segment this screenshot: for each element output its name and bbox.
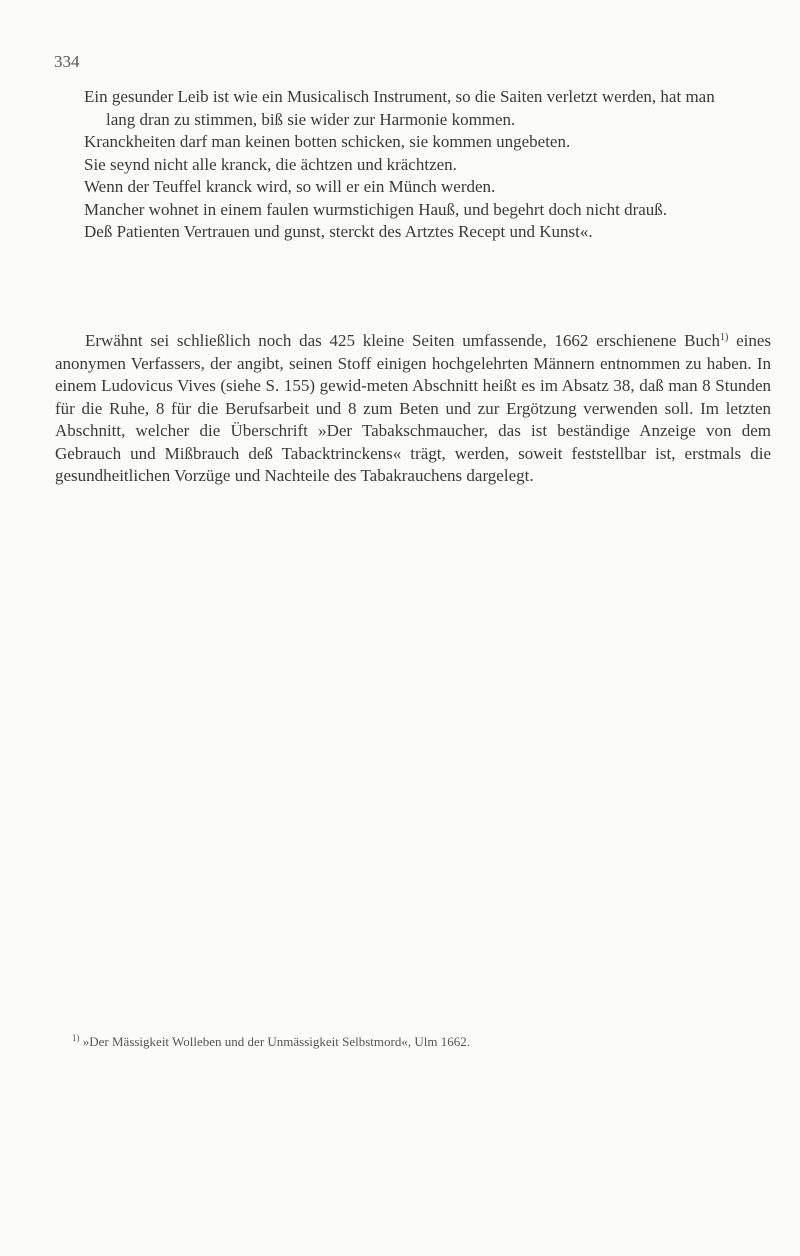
quote-line: Wenn der Teuffel kranck wird, so will er ein Münch werden.	[84, 177, 496, 196]
page-number: 334	[54, 52, 80, 71]
quote-line: Mancher wohnet in einem faulen wurmstichigen Hauß, und begehrt doch nicht drauß.	[84, 199, 668, 219]
quote-line: Sie seynd nicht alle kranck, die ächtzen und krächtzen.	[84, 154, 457, 174]
paragraph-text-start: Erwähnt sei schließlich noch das 425 kleine Seiten umfassende, 1662 erschienene Buch	[85, 331, 720, 350]
body-paragraph	[55, 330, 771, 488]
quote-line: Deß Patienten Vertrauen und gunst, sterckt des Artztes Recept und Kunst«.	[84, 222, 593, 241]
footnote-reference[interactable]: 1)	[720, 332, 729, 343]
footnote-text: »Der Mässigkeit Wolleben und der Unmässigkeit Selbstmord«, Ulm 1662.	[79, 1034, 470, 1049]
footnote-marker: 1)	[72, 1033, 80, 1043]
paragraph-text-rest: eines anonymen Verfassers, der angibt, seinen Stoff einigen hochgelehrten Männern entnommen zu haben. In einem Ludovicus Vives (siehe S. 155) gewid-meten Abschnitt heißt es im Absatz 38, daß man 8 Stunden für die Ruhe, 8 für die Berufsarbeit und 8 zum Beten und zur Ergötzung verwenden soll. Im letzten Abschnitt, welcher die Überschrift »Der Tabakschmaucher, das ist beständige Anzeige von dem Gebrauch und Mißbrauch deß Tabacktrinckens« trägt, werden, soweit feststellbar ist, erstmals die gesundheitlichen Vorzüge und Nachteile des Tabakrauchens dargelegt.	[55, 331, 772, 485]
quote-line: Kranckheiten darf man keinen botten schicken, sie kommen ungebeten.	[84, 132, 571, 151]
footnote	[72, 1034, 772, 1050]
quote-line: Ein gesunder Leib ist wie ein Musicalisch Instrument, so die Saiten verletzt werden, hat man lang dran zu stimmen, biß sie wider zur Harmonie kommen.	[84, 87, 715, 129]
quote-block	[84, 86, 744, 244]
